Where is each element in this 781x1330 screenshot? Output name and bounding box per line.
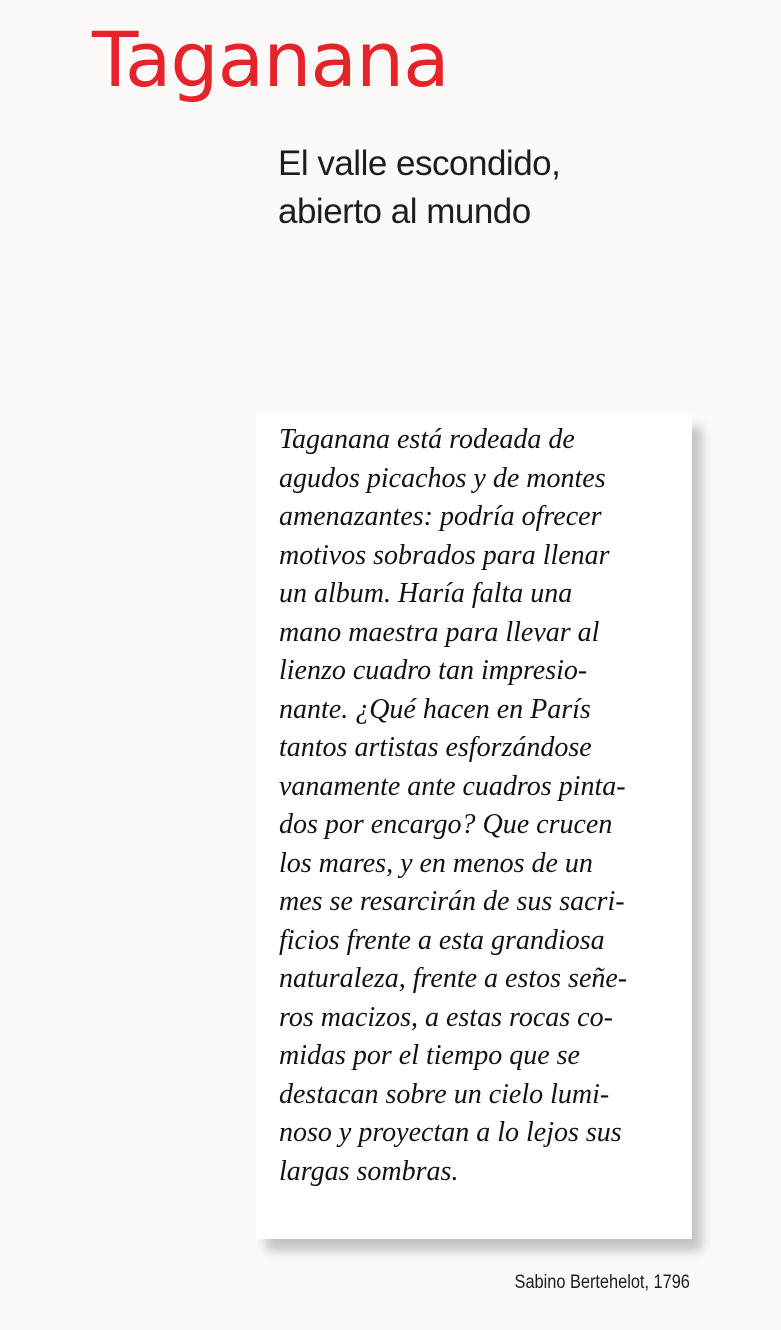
quote-line: motivos sobrados para llenar	[279, 539, 610, 571]
quote-line: un album. Haría falta una	[279, 578, 573, 609]
quote-line: midas por el tiempo que se	[279, 1040, 580, 1071]
quote-line: vanamente ante cuadros pinta-	[279, 770, 626, 802]
quote-line: mano maestra para llevar al	[279, 616, 600, 648]
subtitle-line: El valle escondido,	[278, 144, 561, 183]
attribution: Sabino Bertehelot, 1796	[514, 1272, 690, 1293]
quote-line: mes se resarcirán de sus sacri-	[279, 886, 625, 917]
quote-line: nante. ¿Qué hacen en París	[279, 693, 591, 725]
quote-line: tantos artistas esforzándose	[279, 732, 592, 763]
quote-line: Taganana está rodeada de	[279, 424, 575, 455]
quote-line: ficios frente a esta grandiosa	[279, 924, 605, 956]
quote-line: los mares, y en menos de un	[279, 847, 593, 879]
quote-line: ros macizos, a estas rocas co-	[279, 1001, 613, 1033]
page-title: Taganana	[92, 15, 449, 104]
quote-text	[279, 421, 699, 1191]
quote-line: dos por encargo? Que crucen	[279, 809, 613, 840]
quote-line: amenazantes: podría ofrecer	[279, 501, 602, 532]
quote-line: noso y proyectan a lo lejos sus	[279, 1117, 622, 1148]
quote-line: largas sombras.	[279, 1155, 459, 1187]
quote-line: destacan sobre un cielo lumi-	[279, 1078, 610, 1110]
quote-line: lienzo cuadro tan impresio-	[279, 655, 588, 686]
subtitle-line: abierto al mundo	[278, 192, 531, 231]
quote-line: agudos picachos y de montes	[279, 462, 606, 494]
quote-line: naturaleza, frente a estos señe-	[279, 963, 628, 994]
subtitle	[278, 140, 698, 236]
